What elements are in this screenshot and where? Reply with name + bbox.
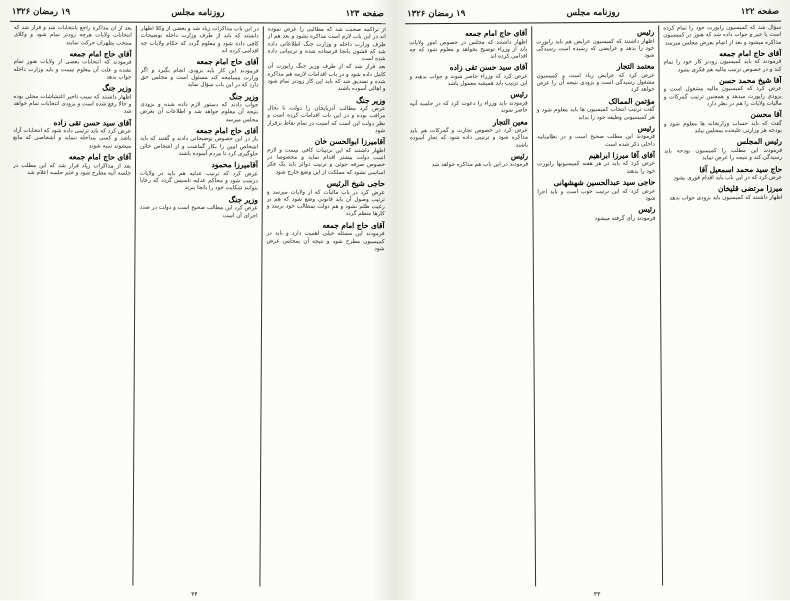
speaker-heading: آقامیرزا ابوالحسن خان bbox=[314, 137, 386, 147]
speaker-heading: آقا شیخ محمد حسن bbox=[719, 75, 782, 86]
speaker-heading: وزیر جنگ bbox=[229, 91, 259, 101]
header-title: روزنامه مجلس bbox=[171, 7, 225, 19]
page-header bbox=[10, 5, 386, 24]
paragraph: اظهار داشتند که سبب تاخیر اغتشاشات محلی بوده و حالا رفع شده است و بزودی انتخابات تمام خواهد شد bbox=[13, 93, 132, 115]
paragraph: در این باب مذاکرات زیاد شد و بعضی از وکلا اظهار داشتند که باید از طرف وزارت داخله توضیحات کافی داده شود و معلوم گردد که حکام ولایات چه اقدامی کرده اند bbox=[140, 25, 259, 55]
paragraph: جواب دادند که دستور لازم داده شده و بزودی نتیجه آن معلوم خواهد شد و اطلاعات آن بعرض مجلس میرسد bbox=[140, 101, 259, 124]
paragraph: عرض کرد در خصوص تجارت و گمرکات هم باید مذاکره شود و ترتیبی داده شود که تجار آسوده باشند bbox=[409, 127, 529, 149]
text-column bbox=[264, 26, 385, 587]
text-column bbox=[663, 25, 785, 586]
paragraph: عرض کرد در باب مالیات که از ولایات میرسد و ترتیب وصول آن باید قانونی وضع شود که هم بر رعیت ظلم نشود و هم دولت بمطالب خود برسد و کارها منظم گردد bbox=[266, 188, 385, 218]
text-column bbox=[536, 26, 658, 587]
speaker-heading: آقامیرزا محمود bbox=[211, 160, 259, 170]
speaker-heading: آقا محسن bbox=[750, 110, 782, 120]
speaker-heading: آقای حاج امام جمعه bbox=[196, 57, 259, 67]
speaker-heading: رئیس bbox=[637, 123, 655, 133]
speaker-heading: آقای سید حسن تقی زاده bbox=[53, 117, 132, 128]
paragraph: فرمودند باید وزراء را دعوت کرد که در جلسه آتیه حاضر شوند bbox=[409, 100, 528, 114]
paragraph: عرض کرد که کمیسیون مالیه مشغول است و بزودی راپورت میدهد و همچنین ترتیب گمرکات و مالیات ولایات را هم در نظر دارد bbox=[663, 86, 782, 108]
paragraph: فرمودند این مسئله خیلی اهمیت دارد و باید در کمیسیون مطرح شود و نتیجه آن بمجلس عرض شود bbox=[266, 230, 385, 252]
page-footer: ۳۳ bbox=[593, 590, 601, 599]
speaker-heading: آقای حاج امام جمعه bbox=[322, 220, 385, 230]
header-date: ۱۹ رمضان ۱۳۲۶ bbox=[407, 8, 466, 20]
speaker-heading: وزیر جنگ bbox=[228, 194, 258, 205]
page-header bbox=[405, 5, 781, 25]
speaker-heading: آقای حاج امام جمعه bbox=[196, 125, 259, 136]
paragraph: فرمودند این مطلب صحیح است و در نظامنامه داخلی ذکر شده است bbox=[536, 133, 656, 148]
paragraph: عرض کرد که وزراء حاضر شوند و جواب بدهند و این ترتیب باید همیشه معمول باشد bbox=[409, 73, 528, 88]
speaker-heading: میرزا مرتضی قلیخان bbox=[717, 184, 783, 194]
page-body bbox=[405, 25, 785, 588]
paragraph: عرض کرد این مطالب صحیح است و دولت در صدد اجرای آن است bbox=[139, 204, 258, 219]
speaker-heading: حاج سید محمد اسمعیل آقا bbox=[699, 164, 783, 174]
paragraph: عرض کرد که این ترتیب خوب است و باید اجرا شود bbox=[537, 188, 656, 202]
speaker-heading: آقای حاج امام جمعه bbox=[68, 152, 132, 162]
speaker-heading: حاجی شیخ الرئیس bbox=[326, 178, 385, 189]
speaker-heading: وزیر جنگ bbox=[356, 95, 386, 105]
paragraph: بعد از مذاکرات زیاد قرار شد که این مطلب در جلسه آتیه مطرح شود و ختم جلسه اعلام شد bbox=[12, 162, 132, 177]
paragraph: فرمودند در این باب هم مذاکره خواهد شد bbox=[431, 161, 529, 169]
speaker-heading: رئیس المجلس bbox=[736, 137, 783, 147]
speaker-heading: آقای آقا میرزا ابراهیم bbox=[588, 150, 656, 161]
paragraph: فرمودند این مطلب را کمیسیون بودجه باید رسیدگی کند و نتیجه را عرض نماید bbox=[664, 147, 783, 162]
paragraph: فرمودند رأی گرفته میشود bbox=[594, 215, 656, 222]
header-page-number: صفحه ۱۲۳ bbox=[345, 8, 384, 20]
paragraph: عرض کرد که باید در هر هفته کمیسیونها راپورت خود را بدهند bbox=[537, 161, 656, 175]
speaker-heading: آقای حاج امام جمعه bbox=[719, 48, 782, 59]
left-page bbox=[6, 0, 386, 601]
paragraph: از تراکمه صحبت شد که مطالبی را عرض نموده اند در این باب لازم است مذاکره بشود و بعد هم از طرف وزارت داخله و وزارت جنگ اطلاعاتی داده شد که قشون بانجا فرستاده شده و ترتیباتی داده شده است bbox=[267, 26, 386, 63]
paragraph: بعد قرار شد که از طرف وزیر جنگ راپورت آن کامل داده شود و در باب اقدامات لازمه هم مذاکره شده و تصدیق شد که باید این کار زودتر تمام شود و اهالی آسوده باشند bbox=[267, 63, 386, 93]
paragraph: اظهار داشتند که این ترتیبات کافی نیست و لازم است دولت بیشتر اقدام نماید و مخصوصا در خصوص صرفه جوئی و ترتیب دوائر باید یک فکر اساسی بشود که مملکت از این وضع خارج شود bbox=[266, 147, 386, 176]
speaker-heading: وزیر جنگ bbox=[102, 83, 132, 93]
speaker-heading: رئیس bbox=[510, 89, 528, 100]
paragraph: بعد از آن مذاکره راجع بانتخابات شد و قرار شد که انتخابات ولایات هرچه زودتر تمام شود و وکلای منتخب بطهران حرکت نمایند bbox=[13, 24, 132, 47]
paragraph: اظهار داشتند که کمیسیون باید بزودی جواب بدهد bbox=[669, 194, 783, 202]
page-body bbox=[6, 25, 385, 587]
paragraph: گفت که باید حساب وزارتخانه ها معلوم شود و بودجه هر وزارتی علیحده بمجلس بیاید bbox=[663, 120, 782, 135]
paragraph: فرمودند این کار باید بزودی انجام بگیرد و اگر وزارت مسامحه کند مسئول است و مجلس حق دارد که در این باب سؤال نماید bbox=[140, 67, 259, 89]
paragraph: گفت ترتیب انتخاب کمیسیون ها باید معلوم شود و هر کمیسیونی وظیفه خود را بداند bbox=[536, 106, 655, 121]
paragraph: عرض کرد مطالب آذربایجان را دولت تا بحال مراقب بوده و در این باب اقدامات کرده است و نظر دولت این است که امنیت در تمام نقاط برقرار شود bbox=[267, 105, 386, 135]
paragraph: عرض کرد که عرایض زیاد است و کمیسیون مشغول رسیدگی است و بزودی نتیجه آن را عرض خواهد کرد bbox=[536, 72, 655, 94]
right-page bbox=[405, 0, 785, 601]
speaker-heading: آقای حاج امام جمعه bbox=[465, 28, 528, 38]
speaker-heading: مؤتمن الممالک bbox=[608, 96, 655, 106]
paragraph: سؤال شد که کمیسیون راپورت خود را تمام کرده است یا خیر و جواب داده شد که هنوز در کمیسیون مذاکره میشود و بعد از اتمام بعرض مجلس میرسد bbox=[663, 24, 782, 47]
speaker-heading: رئیس bbox=[510, 151, 529, 161]
speaker-heading: رئیس bbox=[638, 204, 656, 214]
speaker-heading: آقای حاج امام جمعه bbox=[69, 49, 132, 59]
speaker-heading: رئیس bbox=[636, 27, 655, 37]
paragraph: باز در این خصوص توضیحاتی دادند و گفتند که باید اشخاص امین را بکار گماشت و از اشخاص خائن جلوگیری کرد تا مردم آسوده باشند bbox=[140, 136, 259, 158]
paragraph: فرمودند که انتخابات بعضی از ولایات هنوز تمام نشده و علت آن معلوم نیست و باید وزارت داخله جواب بدهد bbox=[13, 59, 132, 81]
text-column bbox=[10, 25, 131, 586]
page-footer: ۳۴ bbox=[191, 590, 198, 599]
header-page-number: صفحه ۱۲۲ bbox=[740, 6, 780, 17]
paragraph: اظهار داشتند که مجلس در خصوص امور ولایات باید از وزراء توضیح بخواهد و معلوم شود که چه اقدامی کرده اند bbox=[409, 38, 528, 60]
paragraph: عرض کرد که ترتیب عدلیه هم باید در ولایات درست شود و محاکم عدلیه تاسیس گردد که رعایا بتوانند شکایت خود را بانجا ببرند bbox=[139, 170, 258, 192]
header-title: روزنامه مجلس bbox=[566, 7, 620, 19]
speaker-heading: آقای سید حسن تقی زاده bbox=[449, 62, 528, 73]
paragraph: فرمودند که باید کمیسیون زودتر کار خود را تمام کند و در خصوص ترتیب مالیه هم فکری بشود bbox=[663, 59, 782, 74]
header-date: ۱۹ رمضان ۱۳۲۶ bbox=[11, 6, 71, 18]
speaker-heading: معتمد التجار bbox=[616, 61, 655, 72]
text-column bbox=[409, 26, 531, 587]
text-column bbox=[137, 26, 258, 587]
speaker-heading: حاجی سید عبدالحسین شهشهانی bbox=[553, 177, 656, 188]
paragraph: عرض کرد که باید ترتیبی داده شود که انتخابات آزاد باشد و کسی مداخله ننماید و اشخاصی که مانع میشوند تنبیه شوند bbox=[13, 128, 132, 150]
speaker-heading: معین التجار bbox=[492, 117, 528, 127]
paragraph: اظهار داشتند که کمیسیون عرایض هم باید راپورت خود را بدهد و عرایضی که رسیده است رسیدگی شود bbox=[536, 38, 655, 59]
paragraph: عرض کرد که در این باب باید اقدام فوری بشود bbox=[673, 174, 783, 182]
